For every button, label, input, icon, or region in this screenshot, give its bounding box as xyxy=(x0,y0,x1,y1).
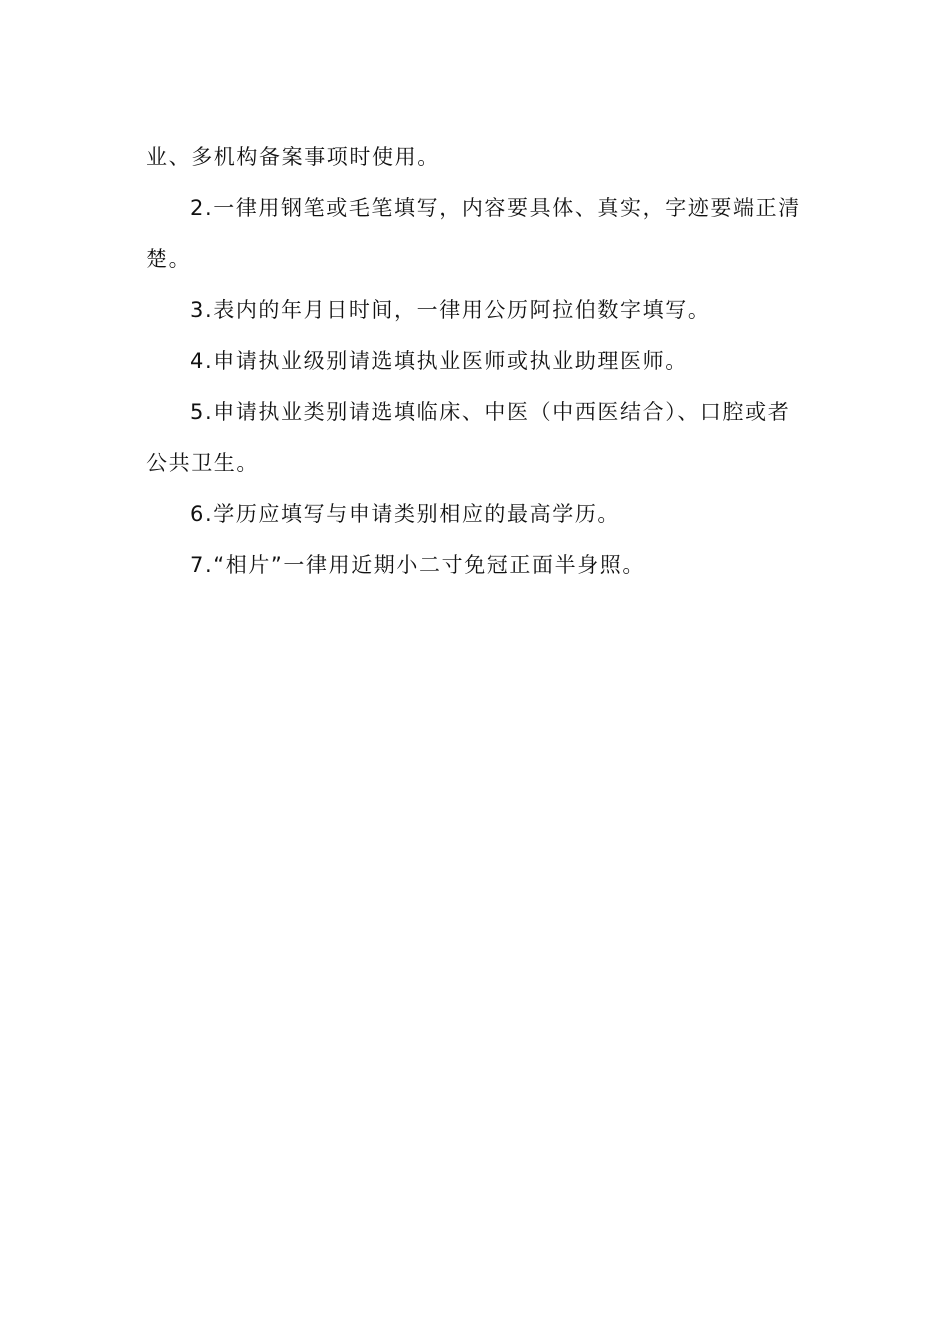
instruction-item-7: 7.“相片”一律用近期小二寸免冠正面半身照。 xyxy=(190,553,645,577)
document-body xyxy=(146,132,806,591)
instruction-item-4: 4.申请执业级别请选填执业医师或执业助理医师。 xyxy=(190,349,688,373)
paragraph-continuation: 业、多机构备案事项时使用。 xyxy=(146,145,440,169)
instruction-item-2: 2.一律用钢笔或毛笔填写，内容要具体、真实，字迹要端正清楚。 xyxy=(146,196,801,271)
instruction-item-5: 5.申请执业类别请选填临床、中医（中西医结合）、口腔或者公共卫生。 xyxy=(146,400,791,475)
instruction-item-6: 6.学历应填写与申请类别相应的最高学历。 xyxy=(190,502,621,526)
instruction-item-3: 3.表内的年月日时间，一律用公历阿拉伯数字填写。 xyxy=(190,298,711,322)
